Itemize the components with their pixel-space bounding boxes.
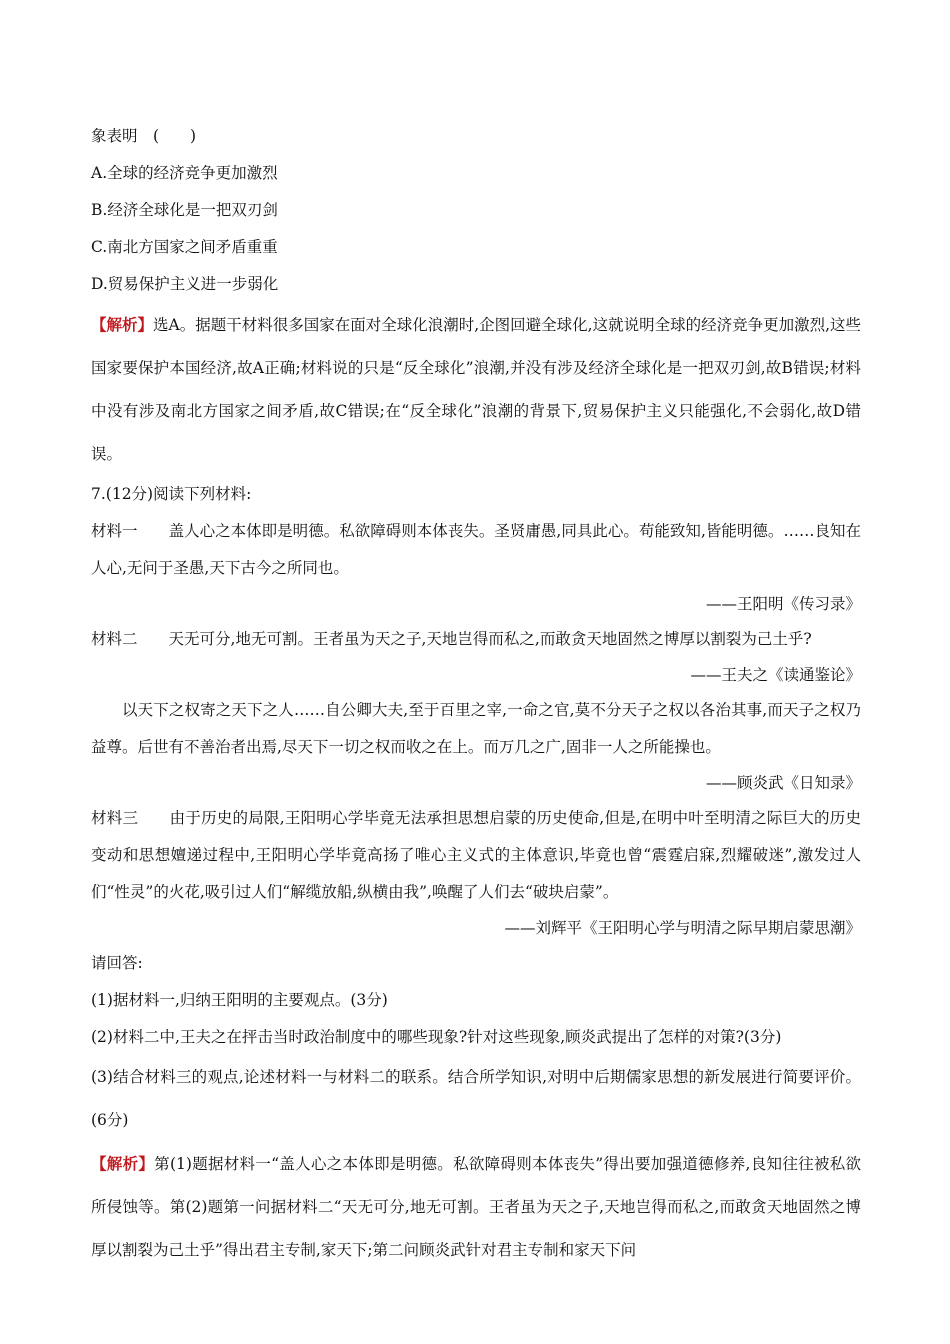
option-b: B.经济全球化是一把双刃剑 [91, 201, 278, 219]
question-header: 7.(12分)阅读下列材料: [91, 485, 252, 503]
sub-question-1: (1)据材料一,归纳王阳明的主要观点。(3分) [91, 991, 388, 1009]
prompt-answer: 请回答: [91, 954, 143, 972]
material-two [91, 621, 861, 658]
sub-question-2: (2)材料二中,王夫之在抨击当时政治制度中的哪些现象?针对这些现象,顾炎武提出了怎样的对策?(3分) [91, 1028, 782, 1046]
material-three [91, 800, 861, 911]
material-two-label: 材料二 [91, 630, 138, 648]
analysis-text: 选A。据题干材料很多国家在面对全球化浪潮时,企图回避全球化,这就说明全球的经济竞争更加激烈,这些国家要保护本国经济,故A正确;材料说的只是“反全球化”浪潮,并没有涉及经济全球化是一把双刃剑,故B错误;材料中没有涉及南北方国家之间矛盾,故C错误;在“反全球化”浪潮的背景下,贸易保护主义只能强化,不会弱化,故D错误。 [91, 316, 861, 463]
analysis-tag: 【解析】 [91, 315, 154, 334]
material-one-text: 盖人心之本体即是明德。私欲障碍则本体丧失。圣贤庸愚,同具此心。苟能致知,皆能明德。……良知在人心,无问于圣愚,天下古今之所同也。 [91, 522, 861, 577]
material-one-label: 材料一 [91, 522, 138, 540]
option-a: A.全球的经济竞争更加激烈 [91, 164, 278, 182]
material-three-label: 材料三 [91, 809, 139, 827]
sub-question-3: (3)结合材料三的观点,论述材料一与材料二的联系。结合所学知识,对明中后期儒家思想的新发展进行简要评价。(6分) [91, 1068, 861, 1129]
document-page [91, 118, 861, 1272]
material-two-b: 以天下之权寄之天下之人……自公卿大夫,至于百里之宰,一命之官,莫不分天子之权以各治其事,而天子之权乃益尊。后世有不善治者出焉,尽天下一切之权而收之在上。而万几之广,固非一人之所能操也。 [91, 701, 861, 756]
analysis-paragraph-2 [91, 1142, 861, 1272]
material-two-b-source: ——顾炎武《日知录》 [705, 774, 861, 792]
option-c: C.南北方国家之间矛盾重重 [91, 238, 278, 256]
question-stem-tail: 象表明 ( ) [91, 127, 197, 145]
material-three-text: 由于历史的局限,王阳明心学毕竟无法承担思想启蒙的历史使命,但是,在明中叶至明清之际巨大的历史变动和思想嬗递过程中,王阳明心学毕竟高扬了唯心主义式的主体意识,毕竟也曾“震霆启寐,烈耀破迷”,激发过人们“性灵”的火花,吸引过人们“解缆放船,纵横由我”,唤醒了人们去“破块启蒙”。 [91, 809, 861, 901]
material-one-source: ——王阳明《传习录》 [705, 595, 861, 613]
material-one [91, 513, 861, 587]
material-three-source: ——刘辉平《王阳明心学与明清之际早期启蒙思潮》 [504, 919, 861, 937]
analysis-text-2: 第(1)题据材料一“盖人心之本体即是明德。私欲障碍则本体丧失”得出要加强道德修养,良知往往被私欲所侵蚀等。第(2)题第一问据材料二“天无可分,地无可割。王者虽为天之子,天地岂得而私之,而敢贪天地固然之博厚以割裂为己土乎”得出君主专制,家天下;第二问顾炎武针对君主专制和家天下问 [91, 1155, 861, 1259]
analysis-paragraph [91, 303, 861, 476]
material-two-source: ——王夫之《读通鉴论》 [690, 666, 861, 684]
option-d: D.贸易保护主义进一步弱化 [91, 275, 279, 293]
material-two-text: 天无可分,地无可割。王者虽为天之子,天地岂得而私之,而敢贪天地固然之博厚以割裂为己土乎? [168, 630, 812, 648]
analysis-tag-2: 【解析】 [91, 1154, 155, 1173]
